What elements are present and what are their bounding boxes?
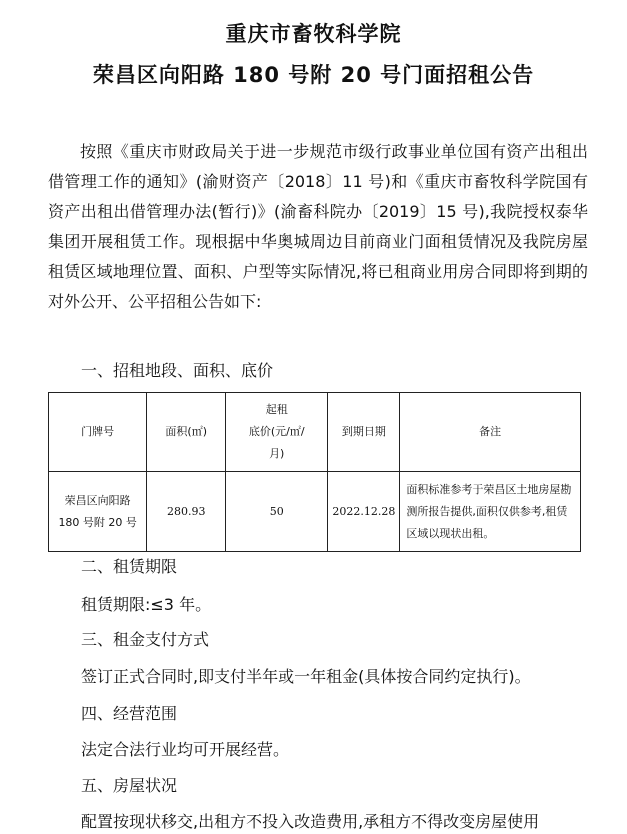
header-base-price-line1: 起租 — [265, 403, 288, 416]
table-header-row — [49, 393, 581, 472]
cell-area: 280.93 — [147, 472, 226, 552]
section-5-body: 配置按现状移交,出租方不投入改造费用,承租方不得改变房屋使用 — [81, 812, 540, 831]
section-4-heading: 四、经营范围 — [81, 704, 178, 723]
section-2-heading: 二、租赁期限 — [81, 557, 178, 576]
header-base-price-line3: 月) — [269, 447, 285, 460]
cell-door-number — [49, 472, 147, 552]
rental-table — [48, 392, 581, 552]
header-door-number: 门牌号 — [49, 393, 147, 472]
header-area: 面积(㎡) — [147, 393, 226, 472]
intro-paragraph: 按照《重庆市财政局关于进一步规范市级行政事业单位国有资产出租出借管理工作的通知》(渝财资产〔2018〕11 号)和《重庆市畜牧科学院国有资产出租出借管理办法(暂行)》(渝畜科院办〔2019〕15 号),我院授权泰华集团开展租赁工作。现根据中华奥城周边目前商业门面租赁情况及我院房屋租赁区域地理位置、面积、户型等实际情况,将已租商业用房合同即将到期的对外公开、公平招租公告如下: — [48, 142, 588, 311]
section-3-heading: 三、租金支付方式 — [81, 630, 210, 649]
announcement-title: 荣昌区向阳路 180 号附 20 号门面招租公告 — [92, 63, 535, 87]
header-base-price — [226, 393, 328, 472]
cell-door-number-line2: 180 号附 20 号 — [58, 515, 137, 529]
header-expiry-date: 到期日期 — [328, 393, 400, 472]
section-4-body: 法定合法行业均可开展经营。 — [81, 740, 290, 759]
cell-remarks: 面积标准参考于荣昌区土地房屋勘测所报告提供,面积仅供参考,租赁区域以现状出租。 — [400, 472, 581, 552]
cell-expiry-date: 2022.12.28 — [328, 472, 400, 552]
section-2-body: 租赁期限:≤3 年。 — [81, 595, 212, 614]
section-5-heading: 五、房屋状况 — [81, 776, 178, 795]
cell-door-number-line1: 荣昌区向阳路 — [64, 493, 131, 507]
header-base-price-line2: 底价(元/㎡/ — [248, 425, 305, 438]
section-3-body: 签订正式合同时,即支付半年或一年租金(具体按合同约定执行)。 — [81, 667, 531, 686]
organization-title: 重庆市畜牧科学院 — [225, 22, 402, 46]
table-row — [49, 472, 581, 552]
header-remarks: 备注 — [400, 393, 581, 472]
section-1-heading: 一、招租地段、面积、底价 — [81, 361, 274, 380]
cell-base-price: 50 — [226, 472, 328, 552]
